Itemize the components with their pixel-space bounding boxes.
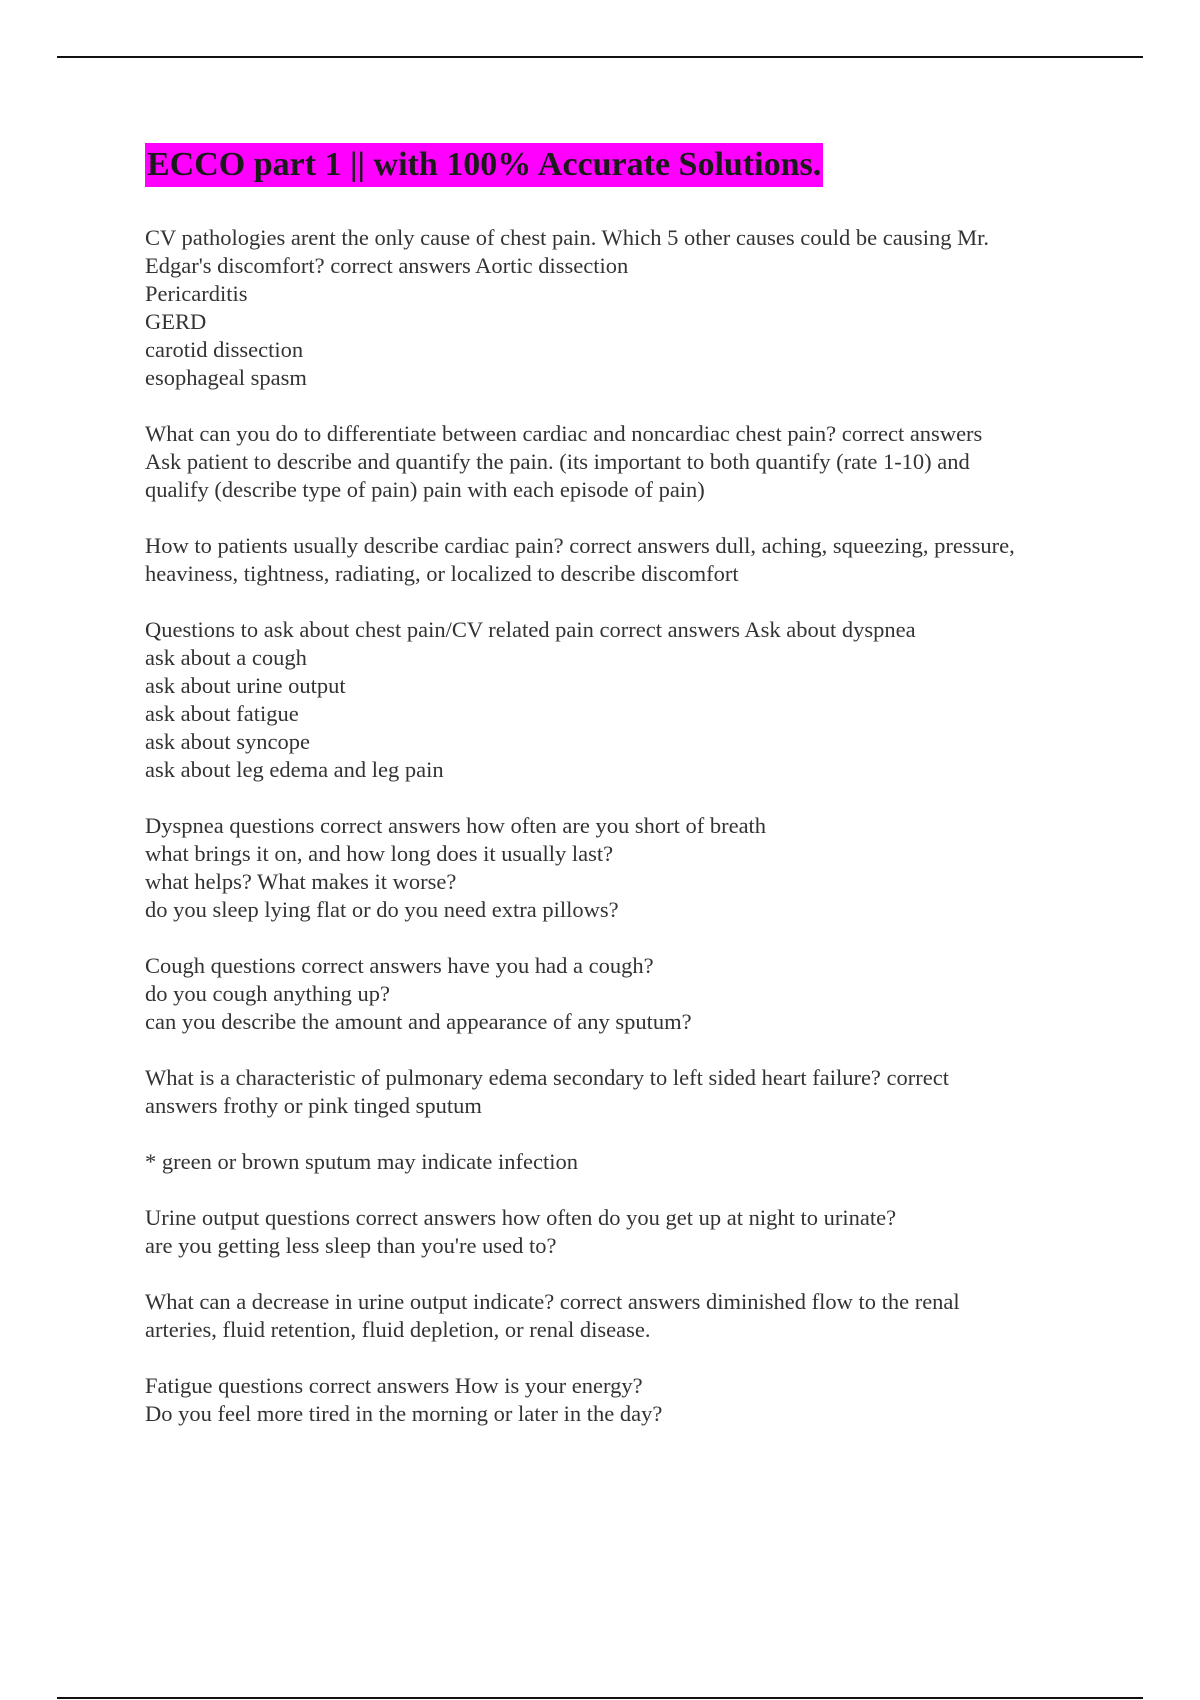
qa-line: How to patients usually describe cardiac pain? correct answers dull, aching, squeezing, pressure, — [145, 533, 1015, 558]
qa-entry — [145, 420, 1095, 504]
qa-line: answers frothy or pink tinged sputum — [145, 1093, 482, 1118]
qa-line: What is a characteristic of pulmonary edema secondary to left sided heart failure? correct — [145, 1065, 949, 1090]
qa-line: Cough questions correct answers have you had a cough? — [145, 953, 654, 978]
qa-line: What can you do to differentiate between cardiac and noncardiac chest pain? correct answers — [145, 421, 983, 446]
qa-line: esophageal spasm — [145, 365, 307, 390]
qa-line: Ask patient to describe and quantify the pain. (its important to both quantify (rate 1-10) and — [145, 449, 970, 474]
qa-line: CV pathologies arent the only cause of chest pain. Which 5 other causes could be causing Mr. — [145, 225, 989, 250]
qa-line: What can a decrease in urine output indicate? correct answers diminished flow to the renal — [145, 1289, 960, 1314]
qa-entry — [145, 616, 1095, 784]
qa-line: what helps? What makes it worse? — [145, 869, 457, 894]
qa-entry — [145, 532, 1095, 588]
qa-entry — [145, 1204, 1095, 1260]
qa-line: Do you feel more tired in the morning or later in the day? — [145, 1401, 663, 1426]
qa-line: Edgar's discomfort? correct answers Aortic dissection — [145, 253, 629, 278]
qa-line: ask about fatigue — [145, 701, 299, 726]
qa-line: ask about a cough — [145, 645, 307, 670]
qa-line: what brings it on, and how long does it usually last? — [145, 841, 614, 866]
top-rule — [57, 56, 1143, 58]
qa-line: Dyspnea questions correct answers how often are you short of breath — [145, 813, 767, 838]
qa-line: ask about leg edema and leg pain — [145, 757, 444, 782]
qa-line: heaviness, tightness, radiating, or localized to describe discomfort — [145, 561, 739, 586]
qa-line: can you describe the amount and appearance of any sputum? — [145, 1009, 692, 1034]
qa-line: ask about syncope — [145, 729, 310, 754]
qa-entry — [145, 1372, 1095, 1428]
qa-line: Fatigue questions correct answers How is your energy? — [145, 1373, 643, 1398]
qa-entry — [145, 224, 1095, 392]
qa-entry — [145, 1148, 1095, 1176]
bottom-rule — [57, 1697, 1143, 1699]
qa-line: carotid dissection — [145, 337, 304, 362]
qa-line: do you sleep lying flat or do you need extra pillows? — [145, 897, 619, 922]
qa-line: are you getting less sleep than you're used to? — [145, 1233, 557, 1258]
qa-line: * green or brown sputum may indicate infection — [145, 1149, 579, 1174]
qa-line: qualify (describe type of pain) pain with each episode of pain) — [145, 477, 705, 502]
qa-line: ask about urine output — [145, 673, 346, 698]
qa-list — [145, 224, 1095, 1428]
qa-line: Questions to ask about chest pain/CV related pain correct answers Ask about dyspnea — [145, 617, 916, 642]
qa-line: Pericarditis — [145, 281, 248, 306]
qa-line: GERD — [145, 309, 207, 334]
qa-entry — [145, 812, 1095, 924]
qa-line: arteries, fluid retention, fluid depletion, or renal disease. — [145, 1317, 651, 1342]
qa-line: Urine output questions correct answers how often do you get up at night to urinate? — [145, 1205, 897, 1230]
document-body — [145, 143, 1095, 1456]
qa-entry — [145, 952, 1095, 1036]
qa-entry — [145, 1288, 1095, 1344]
qa-line: do you cough anything up? — [145, 981, 390, 1006]
document-title: ECCO part 1 || with 100% Accurate Solutions. — [145, 143, 823, 187]
qa-entry — [145, 1064, 1095, 1120]
